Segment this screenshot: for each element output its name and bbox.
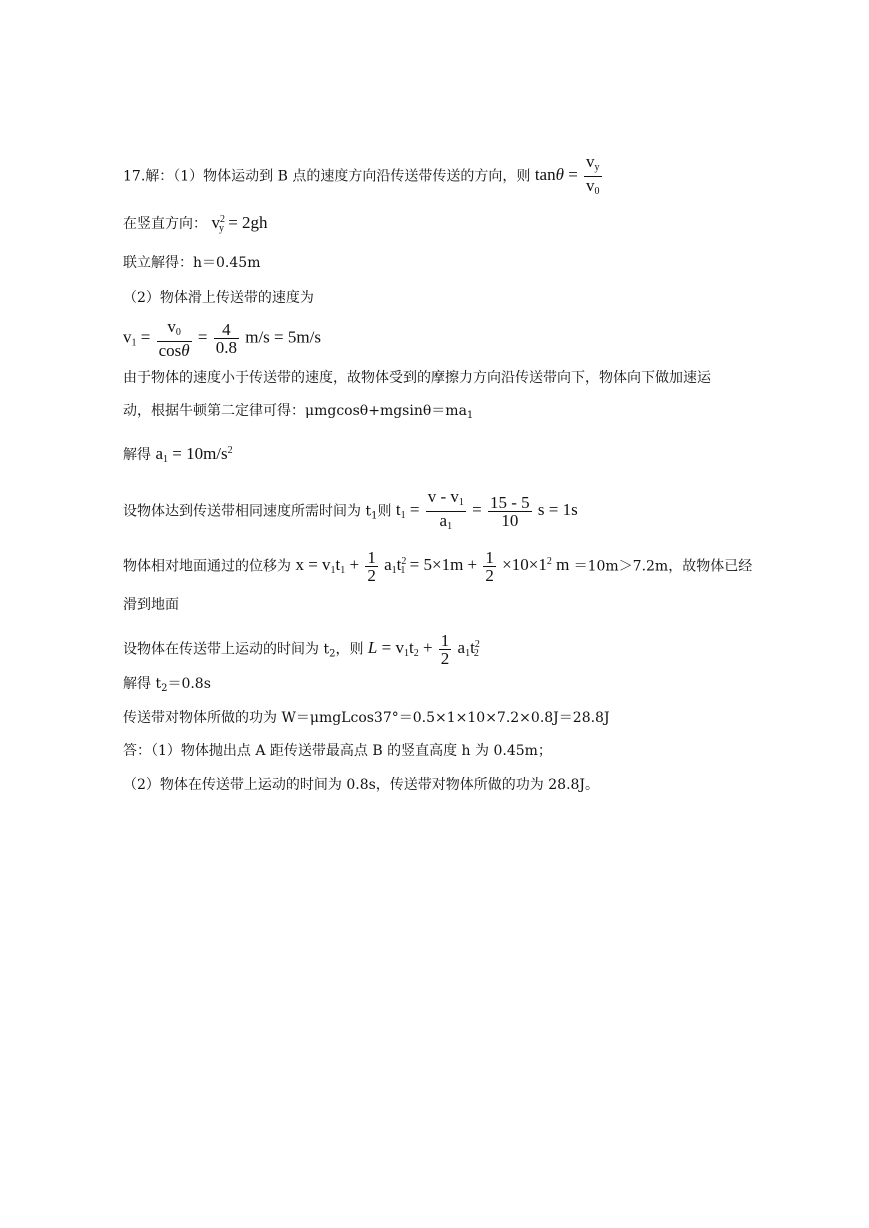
formula-L: $L = v_1t_2$ + $\frac{1}{2}$ $a_1t^2_2$ bbox=[367, 631, 480, 668]
line-3: 联立解得：h＝0.45m bbox=[123, 255, 261, 271]
line-9: 设物体达到传送带相同速度所需时间为 $t_1$则 $t_1$ = $\frac{v - v_1}{a_1}$ = $\frac{15 - 5}{10}$ s = 1s bbox=[123, 487, 578, 532]
formula-x: $x = v_1t_1$ + $\frac{1}{2}$ $a_1t^2_1 = 5\times 1m$ + $\frac{1}{2}$ $\times 10\times 1^2$ m bbox=[295, 548, 574, 585]
line-2 bbox=[123, 211, 268, 238]
formula-vy: $v^2_y = 2gh$ bbox=[211, 213, 268, 234]
formula-t1: $t_1$ = $\frac{v - v_1}{a_1}$ = $\frac{15 - 5}{10}$ s = 1s bbox=[395, 487, 578, 532]
line-6: 由于物体的速度小于传送带的速度，故物体受到的摩擦力方向沿传送带向下，物体向下做加速运 bbox=[123, 370, 711, 386]
line-7: 动，根据牛顿第二定律可得：$\mu mgcos\theta+mgsin\theta=ma_1$ bbox=[123, 403, 474, 421]
line-4: （2）物体滑上传送带的速度为 bbox=[123, 290, 314, 306]
text: 17.解：（1）物体运动到 B 点的速度方向沿传送带传送的方向，则 bbox=[123, 168, 531, 185]
line-15: 答：（1）物体抛出点 A 距传送带最高点 B 的竖直高度 h 为 0.45m； bbox=[123, 743, 552, 759]
line-13: 解得 $t_2=0.8s$ bbox=[123, 676, 211, 694]
line-1 bbox=[123, 153, 604, 200]
text: 设物体在传送带上运动的时间为 t bbox=[123, 641, 330, 658]
line-16: （2）物体在传送带上运动的时间为 0.8s，传送带对物体所做的功为 28.8J。 bbox=[123, 777, 600, 793]
line-12: 设物体在传送带上运动的时间为 $t_2$，则 $L = v_1t_2$ + $\frac{1}{2}$ $a_1t^2_2$ bbox=[123, 631, 480, 668]
formula-v1: $v_1$ = $\frac{v_0}{\cos\theta}$ = $\frac{4}{0.8}$ m/s = 5m/s bbox=[123, 317, 321, 360]
line-11: 滑到地面 bbox=[123, 597, 179, 613]
text: 解得 bbox=[123, 447, 151, 463]
text-tail: ＝10m＞7.2m，故物体已经 bbox=[573, 558, 753, 575]
formula-a1: $a_1 = 10m/s^2$ bbox=[155, 444, 233, 465]
line-14: 传送带对物体所做的功为 W＝μmgLcos37°＝0.5×1×10×7.2×0.8J＝28.8J bbox=[123, 710, 610, 726]
text: 设物体达到传送带相同速度所需时间为 t bbox=[123, 503, 372, 520]
text: 动，根据牛顿第二定律可得：μmgcosθ+mgsinθ＝ma bbox=[123, 403, 467, 419]
line-8 bbox=[123, 442, 233, 469]
line-10 bbox=[123, 549, 752, 584]
formula-tan-theta: tanθ = $\frac{v_y}{v_0}$ bbox=[535, 165, 604, 184]
text: 物体相对地面通过的位移为 bbox=[123, 558, 291, 575]
text: 解得 t bbox=[123, 676, 162, 692]
text: 在竖直方向： bbox=[123, 216, 207, 232]
fraction: $\frac{v_y}{v_0}$ bbox=[586, 152, 600, 197]
